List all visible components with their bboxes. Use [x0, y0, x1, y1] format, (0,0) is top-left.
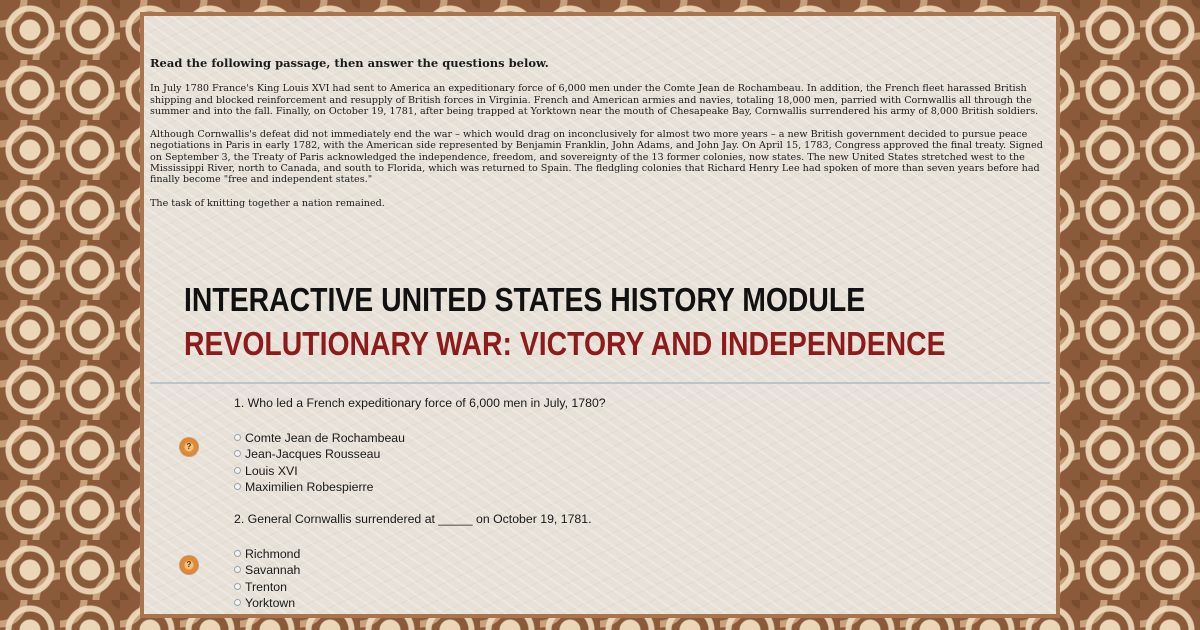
- section-divider: [150, 382, 1050, 384]
- answer-option[interactable]: [234, 595, 592, 611]
- answer-option[interactable]: [234, 430, 606, 446]
- option-label[interactable]: Yorktown: [245, 596, 296, 611]
- reading-passage: [150, 58, 1048, 221]
- passage-paragraph: Although Cornwallis's defeat did not immediately end the war – which would drag on inconclusively for almost two more years – a new British government decided to pursue peace negotiations in Paris in early 1782, with the American side represented by Benjamin Franklin, John Adams, and John Jay. On April 15, 1783, Congress approved the final treaty. Signed on September 3, the Treaty of Paris acknowledged the independence, freedom, and sovereignty of the 13 former colonies, now states. The new United States stretched west to the Mississippi River, north to Canada, and south to Florida, which was returned to Spain. The fledgling colonies that Richard Henry Lee had spoken of more than seven years before had finally become "free and independent states.": [150, 129, 1043, 186]
- radio-button[interactable]: [234, 483, 241, 490]
- passage-paragraph: In July 1780 France's King Louis XVI had sent to America an expeditionary force of 6,000 men under the Comte Jean de Rochambeau. In addition, the French fleet harassed British shipping and blocked reinforcement and resupply of British forces in Virginia. French and American armies and navies, totaling 18,000 men, parried with Cornwallis all through the summer and into the fall. Finally, on October 19, 1781, after being trapped at Yorktown near the mouth of Chesapeake Bay, Cornwallis surrendered his army of 8,000 British soldiers.: [150, 83, 1039, 117]
- question-text: 1. Who led a French expeditionary force of 6,000 men in July, 1780?: [234, 396, 606, 410]
- radio-button[interactable]: [234, 434, 241, 441]
- module-title: INTERACTIVE UNITED STATES HISTORY MODULE: [184, 281, 866, 318]
- option-label[interactable]: Maximilien Robespierre: [245, 480, 374, 495]
- hint-icon[interactable]: ?: [180, 438, 198, 456]
- answer-options: [234, 546, 592, 612]
- question-1: [234, 396, 606, 496]
- radio-button[interactable]: [234, 583, 241, 590]
- passage-instruction: Read the following passage, then answer the questions below.: [150, 56, 549, 70]
- option-label[interactable]: Trenton: [245, 579, 287, 594]
- answer-option[interactable]: [234, 546, 592, 562]
- option-label[interactable]: Richmond: [245, 547, 301, 561]
- question-2: [234, 512, 592, 612]
- option-label[interactable]: Louis XVI: [245, 463, 298, 478]
- content-panel: [140, 12, 1060, 618]
- radio-button[interactable]: [234, 599, 241, 606]
- answer-option[interactable]: [234, 446, 606, 462]
- hint-icon[interactable]: ?: [180, 556, 198, 574]
- answer-options: [234, 430, 606, 496]
- option-label[interactable]: Savannah: [245, 563, 301, 578]
- answer-option[interactable]: [234, 579, 592, 595]
- radio-button[interactable]: [234, 450, 241, 457]
- radio-button[interactable]: [234, 550, 241, 557]
- answer-option[interactable]: [234, 479, 606, 495]
- module-subtitle: REVOLUTIONARY WAR: VICTORY AND INDEPENDENCE: [184, 325, 946, 362]
- question-text: 2. General Cornwallis surrendered at _____ on October 19, 1781.: [234, 512, 592, 526]
- option-label[interactable]: Comte Jean de Rochambeau: [245, 431, 405, 445]
- answer-option[interactable]: [234, 463, 606, 479]
- passage-paragraph: The task of knitting together a nation remained.: [150, 197, 385, 209]
- radio-button[interactable]: [234, 467, 241, 474]
- radio-button[interactable]: [234, 566, 241, 573]
- option-label[interactable]: Jean-Jacques Rousseau: [245, 447, 381, 462]
- answer-option[interactable]: [234, 562, 592, 578]
